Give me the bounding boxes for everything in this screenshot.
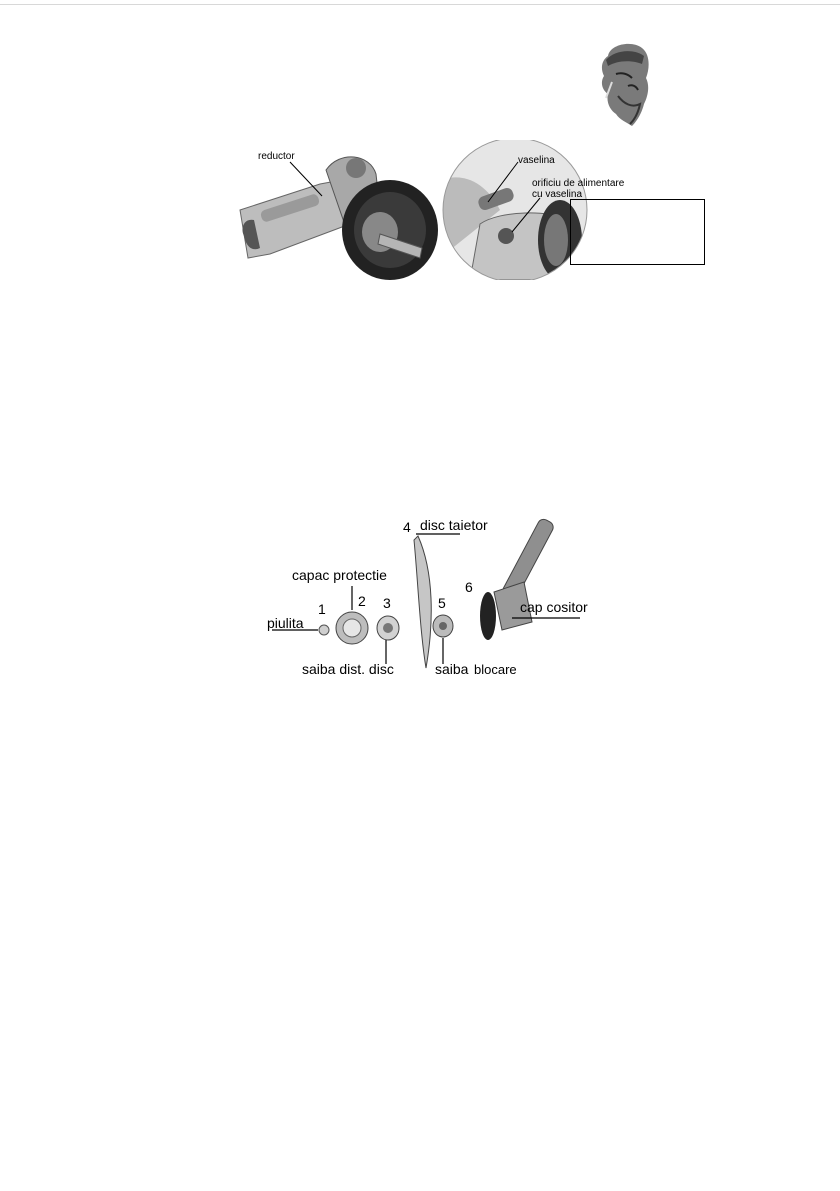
saiba-dist-disc-label: saiba dist. disc bbox=[302, 661, 394, 677]
number-5: 5 bbox=[438, 595, 446, 611]
disc-taietor-label: disc taietor bbox=[420, 517, 488, 533]
orificiu-label-line1: orificiu de alimentare bbox=[532, 178, 625, 189]
blade-assembly-figure bbox=[262, 512, 612, 684]
orificiu-label-line2: cu vaselina bbox=[532, 189, 583, 200]
blocare-label: blocare bbox=[474, 662, 517, 677]
cap-cositor-label: cap cositor bbox=[520, 599, 588, 615]
assembly-diagram bbox=[262, 512, 612, 684]
nut bbox=[319, 625, 329, 635]
number-4: 4 bbox=[403, 519, 411, 535]
capac-protectie-label: capac protectie bbox=[292, 567, 387, 583]
reductor-label: reductor bbox=[258, 151, 295, 162]
number-2: 2 bbox=[358, 593, 366, 609]
gearbox-photo-left bbox=[240, 157, 438, 280]
empty-callout-box bbox=[570, 199, 705, 265]
vaselina-label: vaselina bbox=[518, 155, 555, 166]
saiba-label: saiba bbox=[435, 661, 469, 677]
number-6: 6 bbox=[465, 579, 473, 595]
piulita-label: piulita bbox=[267, 615, 304, 631]
number-1: 1 bbox=[318, 601, 326, 617]
page-top-border bbox=[0, 0, 840, 5]
head-guard bbox=[480, 592, 496, 640]
number-3: 3 bbox=[383, 595, 391, 611]
bearded-head-logo bbox=[588, 38, 660, 128]
cutting-disc bbox=[414, 536, 431, 668]
